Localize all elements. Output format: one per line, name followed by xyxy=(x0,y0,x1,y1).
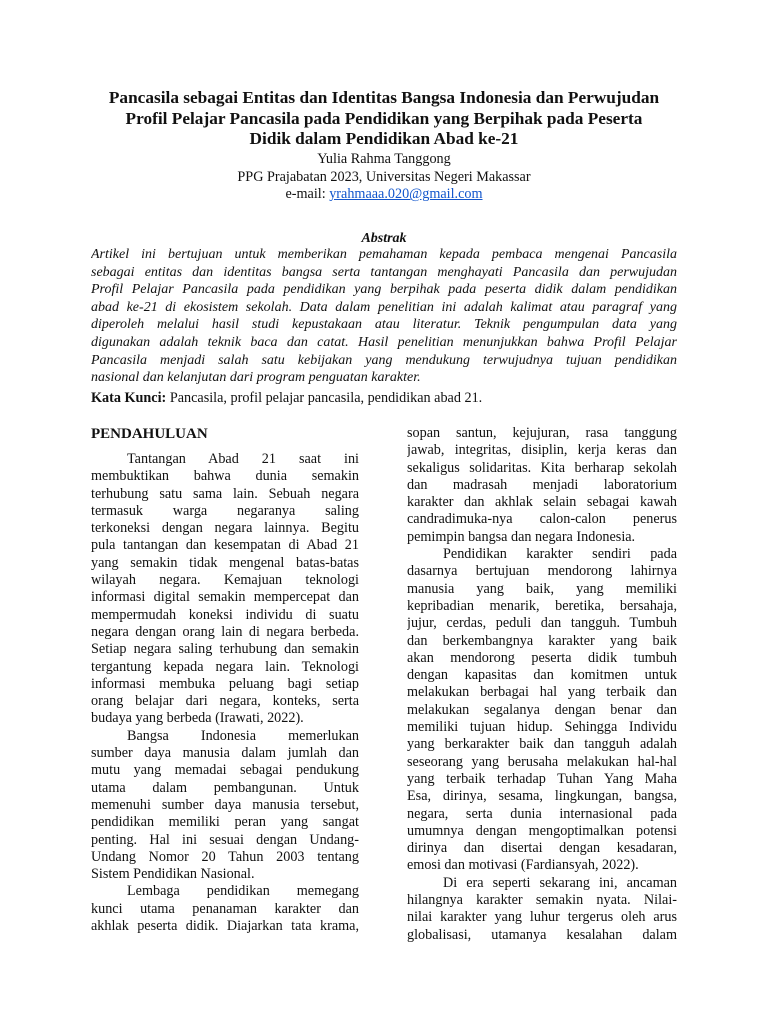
title-line: Profil Pelajar Pancasila pada Pendidikan yang Berpihak pada Peserta xyxy=(125,108,643,128)
right-column xyxy=(407,425,677,944)
paragraph-line: melakukan segalanya dengan benar dan xyxy=(407,701,677,718)
paragraph-line: pemimpin bangsa dan negara Indonesia. xyxy=(407,528,636,545)
email-link[interactable]: yrahmaaa.020@gmail.com xyxy=(329,186,483,203)
paragraph-line: Setiap negara saling terhubung dan semakin xyxy=(91,641,359,658)
paragraph-line: hilangnya karakter semakin nyata. Nilai- xyxy=(407,892,677,909)
paragraph-line: Lembaga pendidikan memegang xyxy=(127,883,359,900)
paragraph-line: akhlak peserta didik. Diajarkan tata krama, xyxy=(91,918,359,935)
paragraph-line: sumber daya manusia dalam jumlah dan xyxy=(91,745,359,762)
keywords-text: Pancasila, profil pelajar pancasila, pendidikan abad 21. xyxy=(166,390,483,406)
paragraph-line: dirinya dan disertai dengan kesadaran, xyxy=(407,840,677,857)
paragraph-line: negara dengan orang lain di negara berbeda. xyxy=(91,623,359,640)
paragraph-line: budaya yang berbeda (Irawati, 2022). xyxy=(91,710,304,727)
right-column-text xyxy=(407,425,677,944)
paragraph-line: globalisasi, utamanya kesalahan dalam xyxy=(407,926,677,943)
paragraph-line: kepribadian menarik, beretika, bersahaja, xyxy=(407,597,677,614)
paragraph-line: kunci utama penanaman karakter dan xyxy=(91,900,359,917)
email-label: e-mail: xyxy=(285,186,330,203)
paragraph-line: Bangsa Indonesia memerlukan xyxy=(127,727,359,744)
keywords-label: Kata Kunci: xyxy=(91,390,167,406)
paragraph-line: jujur, cerdas, peduli dan tangguh. Tumbuh xyxy=(407,615,677,632)
paragraph-line: memenuhi sumber daya manusia tersebut, xyxy=(91,796,359,813)
paragraph-line: utama dalam pembangunan. Untuk xyxy=(91,779,359,796)
abstract-line: diperoleh melalui hasil studi kepustakaan atau literatur. Teknik pengumpulan data yang xyxy=(91,317,677,333)
paragraph-line: terhubung satu sama lain. Sebuah negara xyxy=(91,485,359,502)
paragraph-line: penting. Hal ini sesuai dengan Undang- xyxy=(91,831,359,848)
paragraph-line: orang belajar dari negara, konteks, serta xyxy=(91,693,359,710)
paragraph-line: melakukan berbagai hal yang terbaik dan xyxy=(407,684,677,701)
paragraph-line: terkoneksi dengan negara lainnya. Begitu xyxy=(91,520,359,537)
abstract-line: digunakan adalah teknik baca dan catat. Hasil penelitian menunjukkan bahwa Profil Pelajar xyxy=(91,334,677,350)
paragraph-line: Sistem Pendidikan Nasional. xyxy=(91,866,255,883)
paragraph-line: mutu yang memadai sebagai pendukung xyxy=(91,762,359,779)
left-column-text xyxy=(91,451,359,935)
paragraph-line: negara, serta dunia internasional pada xyxy=(407,805,677,822)
paragraph-line: Pendidikan karakter sendiri pada xyxy=(443,546,677,563)
author-block xyxy=(70,151,698,204)
paragraph-line: candradimuka-nya calon-calon penerus xyxy=(407,511,677,528)
paragraph-line: seseorang yang berusaha melakukan hal-hal xyxy=(407,753,677,770)
abstract-line: sebagai entitas dan identitas bangsa serta tantangan menghayati Pancasila dan perwujudan xyxy=(91,264,677,280)
paragraph-line: dan berkembangnya karakter yang baik xyxy=(407,632,677,649)
paragraph-line: yang berkarakter baik dan tangguh adalah xyxy=(407,736,677,753)
title-line: Pancasila sebagai Entitas dan Identitas Bangsa Indonesia dan Perwujudan xyxy=(108,88,660,107)
abstract-line: Artikel ini bertujuan untuk memberikan pemahaman kepada pembaca mengenai Pancasila xyxy=(91,247,677,262)
paper-title xyxy=(70,88,698,150)
paragraph-line: tergantung kepada negara lain. Teknologi xyxy=(91,658,359,675)
paragraph-line: informasi digital semakin mempercepat dan xyxy=(91,589,359,606)
paragraph-line: sopan santun, kejujuran, rasa tanggung xyxy=(407,425,677,441)
keywords xyxy=(91,390,677,408)
paragraph-line: wilayah negara. Kemajuan teknologi xyxy=(91,572,359,589)
paragraph-line: yang terbaik terhadap Tuhan Yang Maha xyxy=(407,770,677,787)
paragraph-line: nilai karakter yang luhur tergerus oleh arus xyxy=(407,909,677,926)
paragraph-line: Esa, dirinya, sesama, lingkungan, bangsa, xyxy=(407,788,677,805)
paragraph-line: pendidikan memiliki peran yang sangat xyxy=(91,814,359,831)
paragraph-line: yang semakin tidak mengenal batas-batas xyxy=(91,554,359,571)
paragraph-line: sekaligus solidaritas. Kita berharap sekolah xyxy=(407,459,677,476)
abstract-line: abad ke-21 di ekosistem sekolah. Data dalam penelitian ini adalah kalimat atau paragraf yang xyxy=(91,299,677,315)
paragraph-line: membuktikan bahwa dunia semakin xyxy=(91,468,359,485)
author-name: Yulia Rahma Tanggong xyxy=(317,151,451,167)
paragraph-line: termasuk warga negaranya saling xyxy=(91,502,359,519)
abstract-line: nasional dan kelanjutan dari program penguatan karakter. xyxy=(91,370,421,386)
paragraph-line: akan mendorong peserta didik tumbuh xyxy=(407,649,677,666)
paragraph-line: dasarnya bertujuan mendorong lahirnya xyxy=(407,563,677,580)
paragraph-line: dengan kapasitas dan komitmen untuk xyxy=(407,667,677,684)
author-email-line xyxy=(70,186,698,204)
author-affiliation: PPG Prajabatan 2023, Universitas Negeri Makassar xyxy=(237,168,531,185)
left-column xyxy=(91,425,359,935)
paragraph-line: manusia yang baik, yang memiliki xyxy=(407,580,677,597)
paragraph-line: karakter dan akhlak selain sebagai kawah xyxy=(407,494,677,511)
paragraph-line: emosi dan motivasi (Fardiansyah, 2022). xyxy=(407,857,639,874)
abstract-heading: Abstrak xyxy=(361,231,407,246)
paragraph-line: Undang Nomor 20 Tahun 2003 tentang xyxy=(91,848,359,865)
abstract-line: Pancasila menjadi salah satu kebijakan yang mendukung terwujudnya tujuan pendidikan xyxy=(91,352,677,368)
title-line: Didik dalam Pendidikan Abad ke-21 xyxy=(249,129,519,148)
paragraph-line: jawab, integritas, disiplin, kerja keras dan xyxy=(407,442,677,459)
paragraph-line: dan madrasah menjadi laboratorium xyxy=(407,476,677,493)
paragraph-line: Tantangan Abad 21 saat ini xyxy=(127,451,359,467)
paragraph-line: mempermudah koneksi individu di suatu xyxy=(91,606,359,623)
paragraph-line: informasi membuka peluang bagi setiap xyxy=(91,675,359,692)
paragraph-line: Di era seperti sekarang ini, ancaman xyxy=(443,874,677,891)
abstract-line: Profil Pelajar Pancasila pada pendidikan yang berpihak pada peserta didik dalam pendidikan xyxy=(91,282,677,298)
paragraph-line: umumnya dengan mengoptimalkan potensi xyxy=(407,822,677,839)
section-heading: PENDAHULUAN xyxy=(91,426,208,442)
abstract-body xyxy=(91,246,677,387)
paragraph-line: pula tantangan dan kesempatan di Abad 21 xyxy=(91,537,359,554)
paragraph-line: memiliki tujuan hidup. Sehingga Individu xyxy=(407,719,677,736)
